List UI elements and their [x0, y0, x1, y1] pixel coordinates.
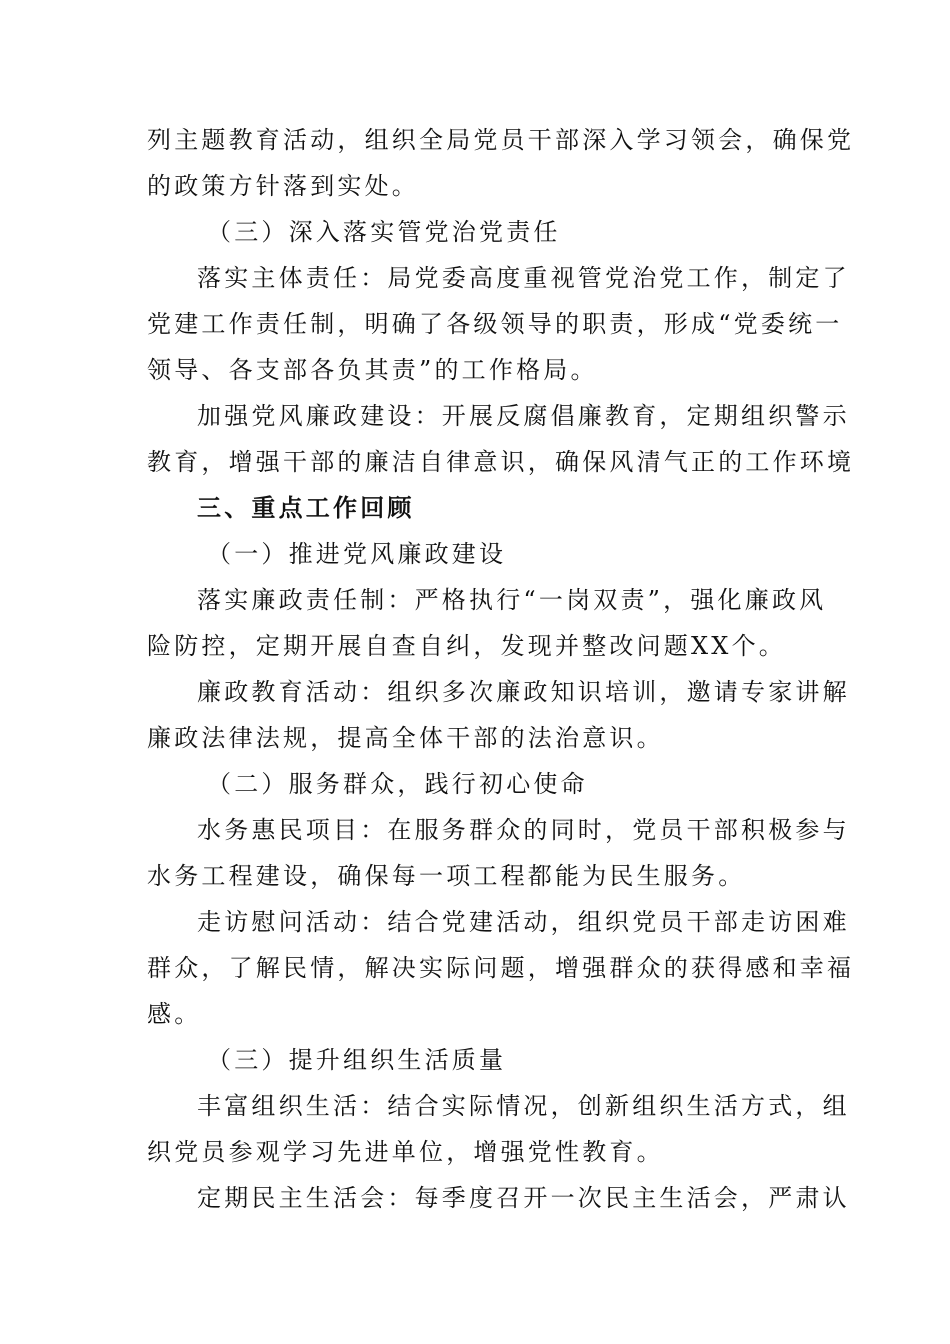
paragraph-start: 落实廉政责任制：严格执行“一岗双责”，强化廉政风 — [197, 586, 827, 614]
body-line: 领导、各支部各负其责”的工作格局。 — [147, 356, 598, 384]
body-line: 感。 — [147, 1000, 202, 1028]
paragraph-start: 走访慰问活动：结合党建活动，组织党员干部走访困难 — [197, 908, 850, 936]
subsection-heading: （三）提升组织生活质量 — [207, 1046, 507, 1074]
paragraph-start: 加强党风廉政建设：开展反腐倡廉教育，定期组织警示 — [197, 402, 850, 430]
body-line: 廉政法律法规，提高全体干部的法治意识。 — [147, 724, 664, 752]
paragraph-start: 廉政教育活动：组织多次廉政知识培训，邀请专家讲解 — [197, 678, 850, 706]
body-line: 水务工程建设，确保每一项工程都能为民生服务。 — [147, 862, 746, 890]
body-line: 织党员参观学习先进单位，增强党性教育。 — [147, 1138, 664, 1166]
body-line: 教育，增强干部的廉洁自律意识，确保风清气正的工作环境 — [147, 448, 855, 476]
document-page — [147, 117, 855, 1221]
subsection-heading: （二）服务群众，践行初心使命 — [207, 770, 588, 798]
subsection-heading: （一）推进党风廉政建设 — [207, 540, 507, 568]
paragraph-start: 落实主体责任：局党委高度重视管党治党工作，制定了 — [197, 264, 850, 292]
body-line: 党建工作责任制，明确了各级领导的职责，形成“党委统一 — [147, 310, 843, 338]
subsection-heading: （三）深入落实管党治党责任 — [207, 218, 561, 246]
body-line: 险防控，定期开展自查自纠，发现并整改问题XX个。 — [147, 632, 786, 660]
section-heading: 三、重点工作回顾 — [197, 493, 415, 522]
body-line: 列主题教育活动，组织全局党员干部深入学习领会，确保党 — [147, 126, 855, 154]
body-line: 群众，了解民情，解决实际问题，增强群众的获得感和幸福 — [147, 954, 855, 982]
paragraph-start: 丰富组织生活：结合实际情况，创新组织生活方式，组 — [197, 1092, 850, 1120]
paragraph-start: 水务惠民项目：在服务群众的同时，党员干部积极参与 — [197, 816, 850, 844]
body-line: 的政策方针落到实处。 — [147, 172, 419, 200]
paragraph-start: 定期民主生活会：每季度召开一次民主生活会，严肃认 — [197, 1184, 850, 1212]
